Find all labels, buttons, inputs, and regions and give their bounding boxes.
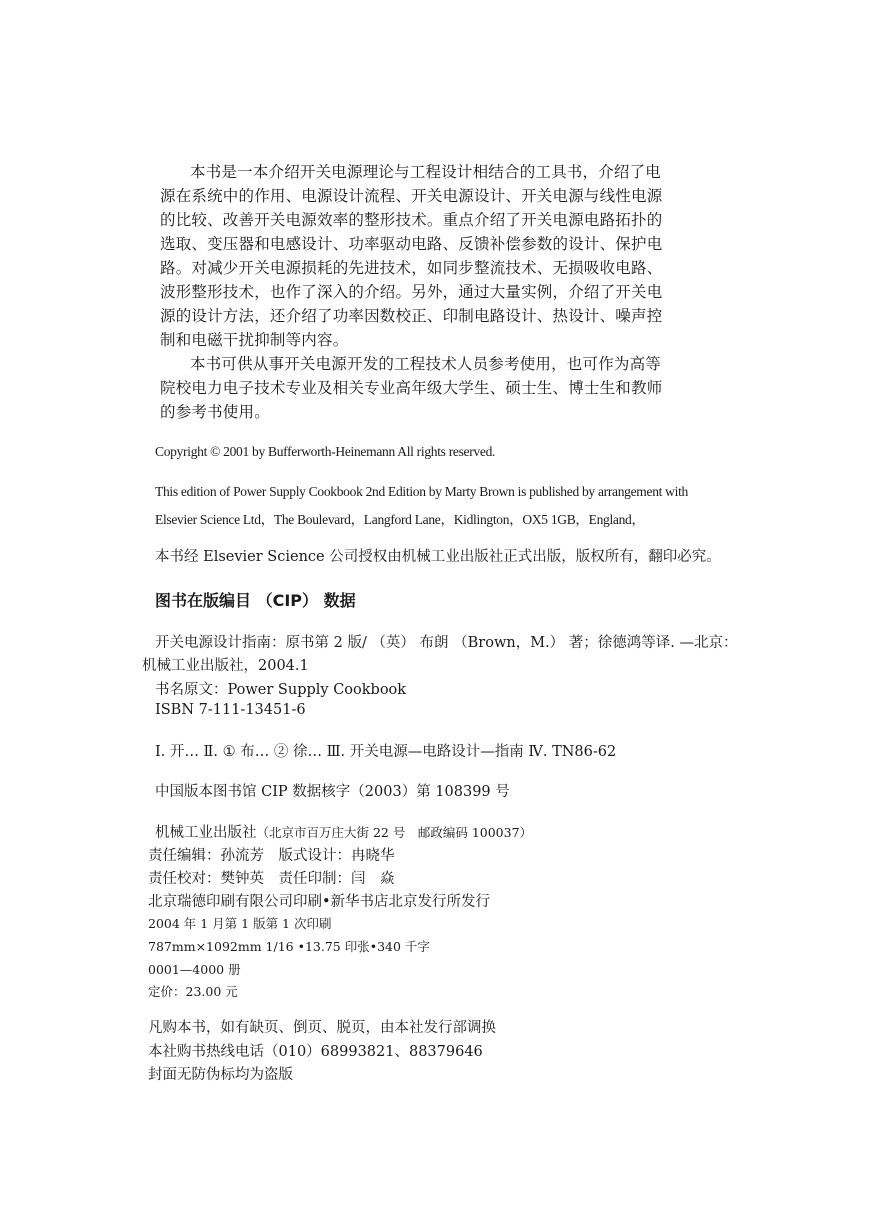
publisher-name: 机械工业出版社 [155, 825, 257, 841]
isbn: ISBN 7-111-13451-6 [155, 702, 306, 718]
price: 定价：23.00 元 [148, 984, 238, 999]
cip-subjects: Ⅰ. 开… Ⅱ. ① 布… ② 徐… Ⅲ. 开关电源—电路设计—指南 Ⅳ. TN86-62 [155, 744, 617, 760]
publisher-address: （北京市百万庄大街 22 号 邮政编码 100037） [256, 825, 533, 840]
notice-line: 本社购书热线电话（010）68993821、88379646 [148, 1044, 483, 1060]
summary-line: 的比较、改善开关电源效率的整形技术。重点介绍了开关电源电路拓扑的 [160, 211, 663, 229]
notice-line: 封面无防伪标均为盗版 [148, 1067, 293, 1083]
copyright-notice: Copyright © 2001 by Bufferworth-Heinemann All rights reserved. [155, 444, 496, 459]
proof-credits: 责任校对：樊钟英 责任印制：闫 焱 [148, 871, 395, 887]
print-edition-info: 2004 年 1 月第 1 版第 1 次印刷 [148, 916, 332, 931]
format-info: 787mm×1092mm 1/16 •13.75 印张•340 千字 [148, 939, 430, 954]
notice-line: 凡购本书，如有缺页、倒页、脱页，由本社发行部调换 [148, 1020, 496, 1036]
summary-line: 制和电磁干扰抑制等内容。 [160, 331, 349, 349]
summary-line: 本书是一本介绍开关电源理论与工程设计相结合的工具书，介绍了电 [190, 163, 662, 181]
summary-line: 院校电力电子技术专业及相关专业高年级大学生、硕士生、博士生和教师 [160, 379, 663, 397]
summary-line: 波形整形技术，也作了深入的介绍。另外，通过大量实例，介绍了开关电 [160, 283, 663, 301]
summary-line: 源在系统中的作用、电源设计流程、开关电源设计、开关电源与线性电源 [160, 187, 663, 205]
cip-entry-line: 开关电源设计指南：原书第 2 版/ （英） 布朗 （Brown，M.） 著；徐德鸿等译. —北京： [155, 635, 738, 651]
authorization-notice: 本书经 Elsevier Science 公司授权由机械工业出版社正式出版，版权所有，翻印必究。 [155, 549, 721, 565]
summary-line: 的参考书使用。 [160, 403, 270, 421]
edition-statement-line: Elsevier Science Ltd，The Boulevard，Langford Lane，Kidlington，OX5 1GB，England， [155, 512, 645, 527]
summary-line: 本书可供从事开关电源开发的工程技术人员参考使用，也可作为高等 [190, 355, 662, 373]
original-title: 书名原文：Power Supply Cookbook [155, 682, 407, 698]
summary-line: 路。对减少开关电源损耗的先进技术，如同步整流技术、无损吸收电路、 [160, 259, 663, 277]
edition-statement-line: This edition of Power Supply Cookbook 2nd Edition by Marty Brown is published by arrangement with [155, 484, 688, 499]
printer-info: 北京瑞德印刷有限公司印刷•新华书店北京发行所发行 [148, 894, 491, 910]
cip-entry-line: 机械工业出版社，2004.1 [142, 658, 309, 674]
publisher-line [155, 821, 532, 842]
cip-record-number: 中国版本图书馆 CIP 数据核字（2003）第 108399 号 [155, 784, 510, 800]
cip-heading: 图书在版编目 （CIP） 数据 [155, 591, 356, 610]
print-run: 0001—4000 册 [148, 962, 241, 977]
summary-line: 源的设计方法，还介绍了功率因数校正、印制电路设计、热设计、噪声控 [160, 307, 663, 325]
editor-credits: 责任编辑：孙流芳 版式设计：冉晓华 [148, 848, 395, 864]
summary-line: 选取、变压器和电感设计、功率驱动电路、反馈补偿参数的设计、保护电 [160, 235, 663, 253]
